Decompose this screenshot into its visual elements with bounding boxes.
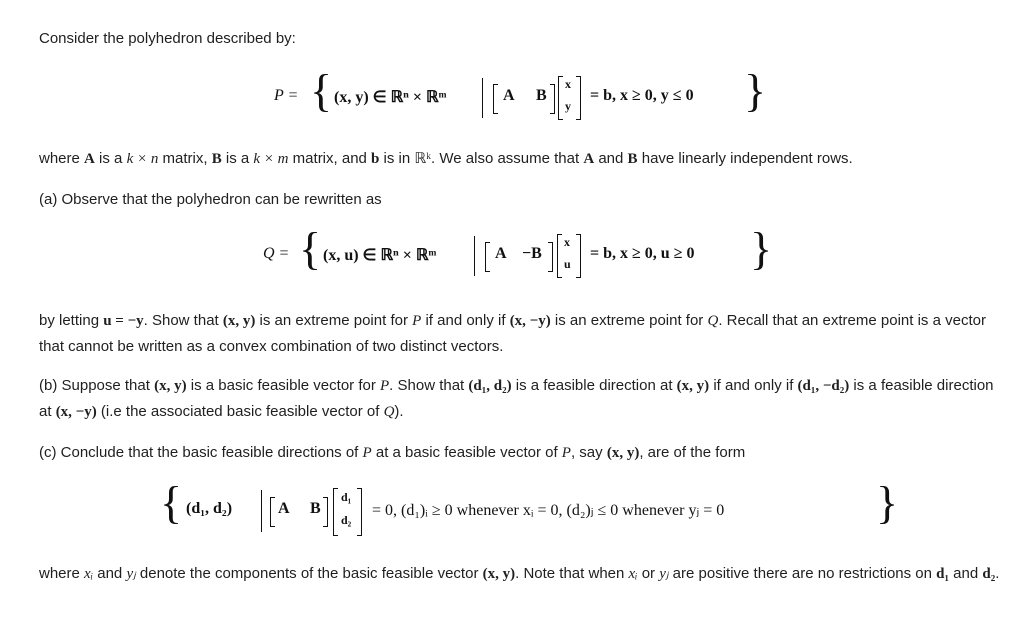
eq-p-vec-bot: y bbox=[565, 99, 571, 113]
eq-q-vec-top: x bbox=[564, 235, 570, 249]
part-a-intro: (a) Observe that the polyhedron can be rewritten as bbox=[39, 191, 382, 208]
eq-p-mat-b: B bbox=[536, 87, 547, 104]
eq-d-rhs: = 0, (d₁)ᵢ ≥ 0 whenever xᵢ = 0, (d₂)ⱼ ≤ 0 whenever yⱼ = 0 bbox=[372, 502, 725, 519]
eq-q-rhs: = b, x ≥ 0, u ≥ 0 bbox=[590, 245, 695, 262]
set-divider bbox=[261, 490, 262, 532]
vector-bracket-right bbox=[576, 234, 581, 278]
eq-d-vec-bot: d₂ bbox=[341, 513, 352, 527]
set-divider bbox=[482, 78, 483, 118]
eq-q-vec-bot: u bbox=[564, 257, 571, 271]
equation-q bbox=[263, 223, 803, 278]
vector-bracket-left bbox=[333, 488, 338, 536]
right-brace: } bbox=[876, 477, 899, 528]
eq-q-lhs: Q = bbox=[263, 245, 290, 262]
eq-q-set: (x, u) ∈ ℝⁿ × ℝᵐ bbox=[323, 247, 437, 264]
part-c: (c) Conclude that the basic feasible directions of P at a basic feasible vector of P, say (x, y), are of the form bbox=[39, 444, 746, 461]
part-b: (b) Suppose that (x, y) is a basic feasible vector for P. Show that (d₁, d₂) is a feasible direction at (x, y) if and only if (d₁, −d₂) is a feasible direction at (x, −y) (i.e the associated basic feasible vector of Q). bbox=[39, 377, 994, 420]
equation-directions bbox=[160, 477, 920, 534]
matrix-bracket-left bbox=[493, 84, 498, 114]
left-brace: { bbox=[160, 477, 183, 528]
intro-text: Consider the polyhedron described by: bbox=[39, 30, 296, 47]
eq-p-mat-a: A bbox=[503, 87, 515, 104]
eq-p-vec-top: x bbox=[565, 77, 571, 91]
equation-p bbox=[274, 65, 794, 120]
right-brace: } bbox=[744, 65, 767, 116]
eq-p-lhs: P = bbox=[274, 87, 299, 104]
set-divider bbox=[474, 236, 475, 276]
closing-note: where xᵢ and yⱼ denote the components of the basic feasible vector (x, y). Note that when xᵢ or yⱼ are positive there are no restrictions on d₁ and d₂. bbox=[39, 565, 1000, 582]
part-a-body: by letting u = −y. Show that (x, y) is an extreme point for P if and only if (x, −y) is an extreme point for Q. Recall that an extreme point is a vector that cannot be written as a convex combination of two distinct vectors. bbox=[39, 312, 986, 355]
right-brace: } bbox=[750, 223, 773, 274]
eq-q-mat-a: A bbox=[495, 245, 507, 262]
matrix-bracket-left bbox=[270, 497, 275, 527]
where-definition: where A is a k × n matrix, B is a k × m matrix, and b is in ℝᵏ. We also assume that A and B have linearly independent rows. bbox=[39, 150, 853, 167]
left-brace: { bbox=[310, 65, 333, 116]
matrix-bracket-right bbox=[548, 242, 553, 272]
vector-bracket-right bbox=[576, 76, 581, 120]
eq-p-rhs: = b, x ≥ 0, y ≤ 0 bbox=[590, 87, 694, 104]
eq-d-set: (d₁, d₂) bbox=[186, 500, 233, 517]
eq-p-set: (x, y) ∈ ℝⁿ × ℝᵐ bbox=[334, 89, 447, 106]
eq-d-mat-a: A bbox=[278, 500, 290, 517]
eq-q-mat-b: −B bbox=[522, 245, 542, 262]
left-brace: { bbox=[299, 223, 322, 274]
eq-d-vec-top: d₁ bbox=[341, 490, 352, 504]
vector-bracket-left bbox=[558, 76, 563, 120]
vector-bracket-left bbox=[557, 234, 562, 278]
matrix-bracket-right bbox=[323, 497, 328, 527]
eq-d-mat-b: B bbox=[310, 500, 321, 517]
matrix-bracket-left bbox=[485, 242, 490, 272]
vector-bracket-right bbox=[357, 488, 362, 536]
matrix-bracket-right bbox=[550, 84, 555, 114]
